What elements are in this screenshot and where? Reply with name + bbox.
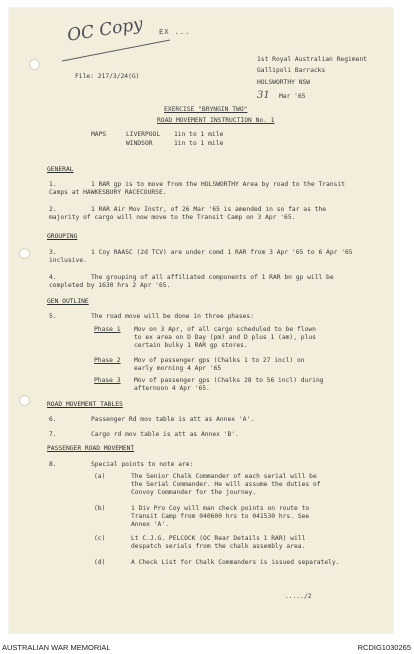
phase-2-label: Phase 2 [94, 357, 121, 364]
phase-1-line-1: Mov on 3 Apr, of all cargo scheduled to be flown [134, 326, 316, 333]
para-8-text: Special points to note are: [91, 461, 194, 468]
section-general: GENERAL [47, 166, 74, 173]
punch-hole-top [29, 59, 40, 70]
phase-1-label: Phase 1 [94, 326, 121, 333]
para-2-text: 1 RAR Air Mov Instr, of 26 Mar '65 is amended in so far as the majority of cargo will now move to the Transit Camp on 3 Apr '65. [49, 206, 327, 221]
section-gen-outline: GEN OUTLINE [47, 298, 89, 305]
barracks-name: Gallipoli Barracks [257, 67, 326, 74]
point-a-line-1: The Senior Chalk Commander of each serial will be [131, 473, 317, 480]
para-5-number: 5. [49, 313, 57, 320]
unit-name: 1st Royal Australian Regiment [257, 56, 367, 63]
document-date: Mar '65 [279, 93, 306, 100]
footer-source: AUSTRALIAN WAR MEMORIAL [2, 643, 111, 652]
para-1-number: 1. [49, 181, 57, 188]
para-6-number: 6. [49, 416, 57, 423]
phase-1-line-2: to ex area on D Day (pm) and D plus 1 (am), plus [134, 334, 316, 341]
para-3-text: 1 Coy RAASC (2d TCV) are under comd 1 RAR from 3 Apr '65 to 6 Apr '65 inclusive. [49, 249, 353, 264]
archive-footer [0, 641, 414, 654]
para-8-number: 8. [49, 461, 57, 468]
para-2-number: 2. [49, 206, 57, 213]
point-b-line-3: Annex 'A'. [131, 521, 169, 528]
point-b-label: (b) [94, 505, 106, 512]
point-d-line-1: A Check List for Chalk Commanders is issued separately. [131, 559, 340, 566]
point-b-line-1: 1 Div Pro Coy will man check points on route to [131, 505, 310, 512]
point-d-label: (d) [94, 559, 106, 566]
phase-3-label: Phase 3 [94, 377, 121, 384]
phase-2-line-2: early morning 4 Apr '65 [134, 365, 222, 372]
phase-3-line-2: afternoon 4 Apr '65. [134, 385, 210, 392]
instruction-title: ROAD MOVEMENT INSTRUCTION No. 1 [157, 117, 275, 124]
page-continuation: ...../2 [285, 593, 312, 600]
section-passenger-road-movement: PASSENGER ROAD MOVEMENT [47, 445, 135, 452]
point-c-line-2: despatch serials from the chalk assembly area. [131, 543, 306, 550]
para-5-text: The road move will be done in three phases: [91, 313, 255, 320]
point-a-label: (a) [94, 473, 106, 480]
point-c-line-1: Lt C.J.G. PELCOCK (OC Rear Details 1 RAR) will [131, 535, 306, 542]
file-reference: File: 217/3/24(G) [75, 73, 140, 80]
para-3-number: 3. [49, 249, 57, 256]
map-name-1: LIVERPOOL [126, 131, 161, 138]
handwritten-date-day: 31 [257, 90, 270, 101]
point-a-line-2: the Serial Commander. He will assume the duties of [131, 481, 321, 488]
punch-hole-middle [19, 248, 30, 259]
footer-id: RCDIG1030265 [357, 643, 411, 652]
para-4-text: The grouping of all affiliated components of 1 RAR bn gp will be completed by 1630 hrs 2 Apr '65. [49, 274, 334, 289]
point-a-line-3: Convoy Commander for the journey. [131, 489, 257, 496]
para-6-text: Passenger Rd mov table is att as Annex 'A'. [91, 416, 255, 423]
point-c-label: (c) [94, 535, 106, 542]
phase-3-line-1: Mov of passenger gps (Chalks 28 to 56 incl) during [134, 377, 324, 384]
para-7-number: 7. [49, 431, 57, 438]
phase-1-line-3: certain bulky 1 RAR gp stores. [134, 342, 248, 349]
document-page [9, 8, 393, 633]
section-grouping: GROUPING [47, 233, 78, 240]
para-4-number: 4. [49, 274, 57, 281]
map-name-2: WINDSOR [126, 140, 153, 147]
location: HOLSWORTHY NSW [257, 79, 311, 86]
para-7-text: Cargo rd mov table is att as Annex 'B'. [91, 431, 239, 438]
para-1-text: 1 RAR gp is to move from the HOLSWORTHY Area by road to the Transit Camps at HAWKESBURY RACECOURSE. [49, 181, 346, 196]
map-scale-2: 1in to 1 mile [174, 140, 224, 147]
map-scale-1: 1in to 1 mile [174, 131, 224, 138]
maps-label: MAPS [91, 131, 107, 138]
punch-hole-bottom [19, 395, 30, 406]
handwritten-note: OC Copy [65, 14, 145, 46]
point-b-line-2: Transit Camp from 040600 hrs to 041530 hrs. See [131, 513, 310, 520]
exercise-title: EXERCISE "BRYNGIN TWO" [164, 106, 248, 113]
phase-2-line-1: Mov of passenger gps (Chalks 1 to 27 incl) on [134, 357, 305, 364]
received-stamp: EX ... [159, 28, 191, 36]
section-road-movement-tables: ROAD MOVEMENT TABLES [47, 401, 123, 408]
